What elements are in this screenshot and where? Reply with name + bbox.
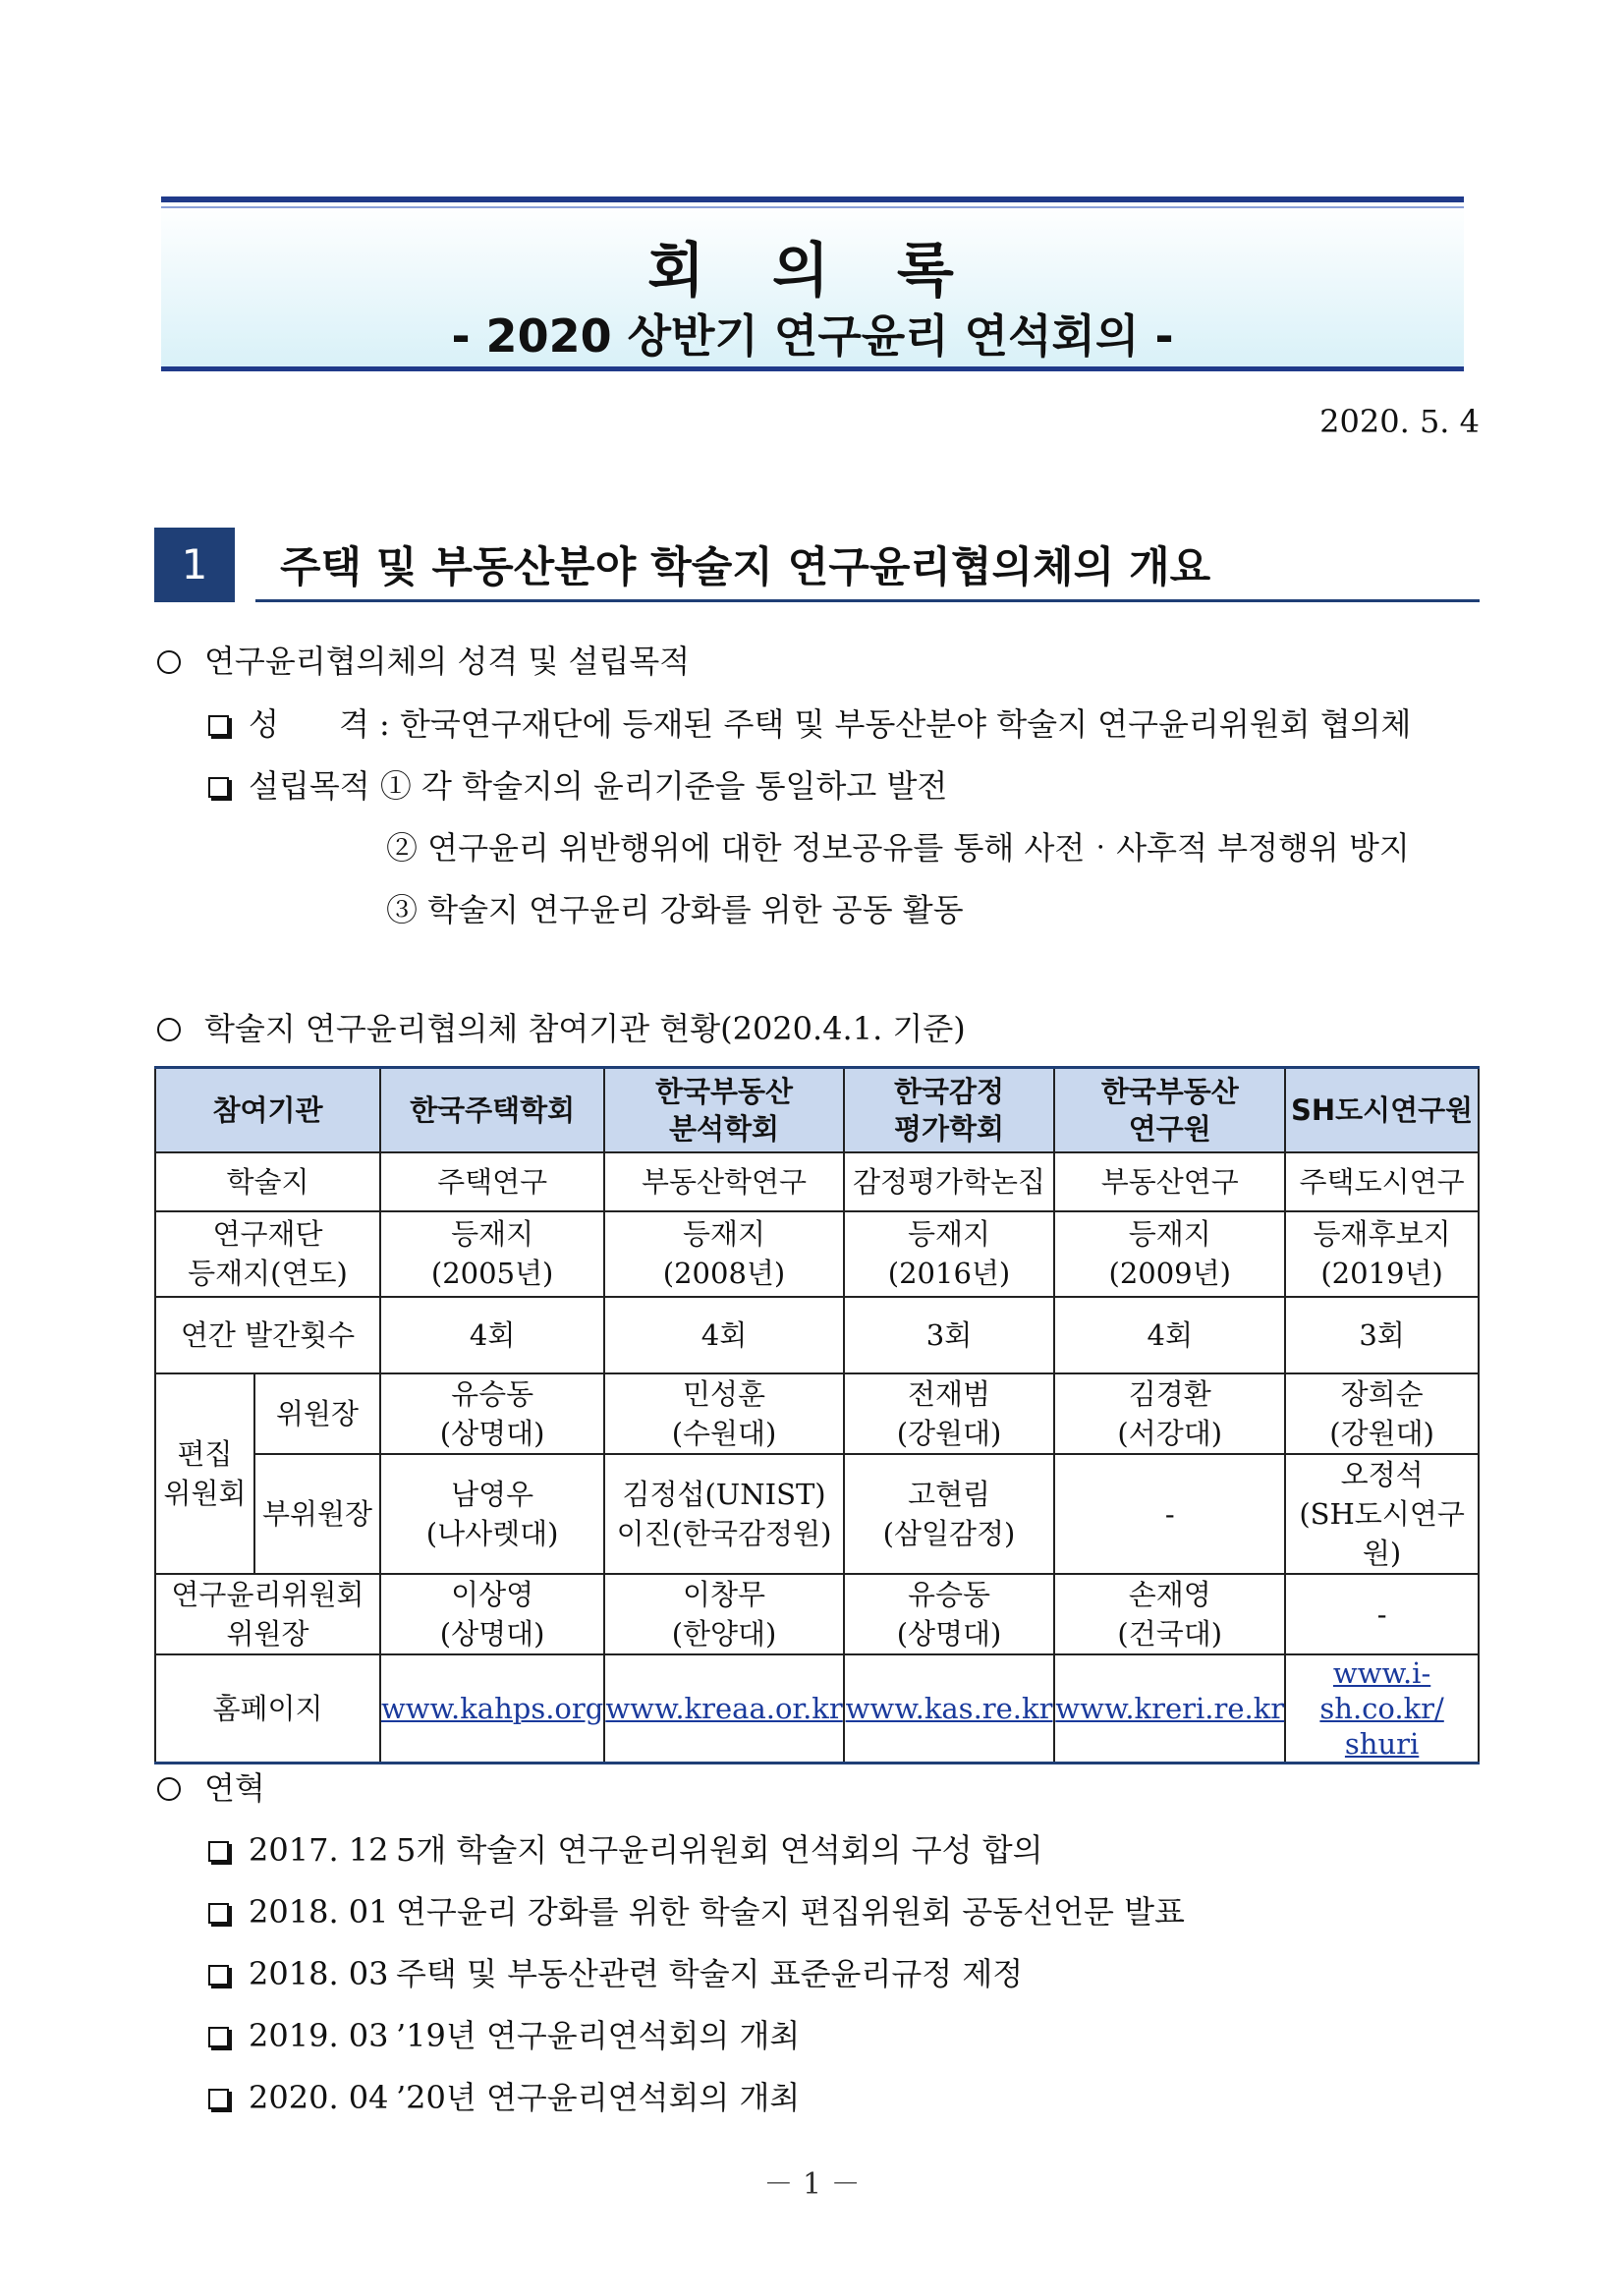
history-item [208,2073,800,2118]
homepage-link[interactable]: www.kas.re.kr [845,1691,1053,1725]
document-subtitle: - 2020 상반기 연구윤리 연석회의 - [451,309,1174,363]
purpose-heading: 연구윤리협의체의 성격 및 설립목적 [157,637,690,682]
table-row [155,1152,1479,1211]
vice-chair-cell: 오정석 (SH도시연구원) [1285,1454,1479,1574]
org-name: SH도시연구원 [1285,1068,1479,1152]
vice-chair-cell: 고현림 (삼일감정) [844,1454,1055,1574]
document-date: 2020. 5. 4 [1319,403,1480,440]
ethics-chair-cell: 이상영 (상명대) [380,1574,604,1654]
registration-cell: 등재지 (2009년) [1054,1211,1285,1297]
row-label: 위원장 [254,1373,380,1454]
members-table [154,1066,1480,1764]
history-date: 2020. 04 [249,2079,389,2116]
history-heading: 연혁 [157,1764,265,1809]
ethics-chair-cell: 이창무 (한양대) [604,1574,843,1654]
vice-chair-cell: 남영우 (나사렛대) [380,1454,604,1574]
row-label: 편집 위원회 [155,1373,254,1574]
nature-text: : 한국연구재단에 등재된 주택 및 부동산분야 학술지 연구윤리위원회 협의체 [379,705,1412,743]
circle-bullet-icon [157,650,181,674]
square-bullet-icon [208,1965,229,1986]
homepage-link[interactable]: shuri [1344,1726,1420,1761]
org-name: 한국주택학회 [380,1068,604,1152]
ethics-chair-cell: 손재영 (건국대) [1054,1574,1285,1654]
table-header-row [155,1068,1479,1152]
homepage-cell [844,1654,1055,1764]
row-label: 부위원장 [254,1454,380,1574]
table-row [155,1211,1479,1297]
circle-bullet-icon [157,1777,181,1801]
homepage-cell [604,1654,843,1764]
goal-line-3: ③ 학술지 연구윤리 강화를 위한 공동 활동 [386,891,964,928]
history-text: 주택 및 부동산관련 학술지 표준윤리규정 제정 [396,1955,1024,1992]
row-label: 학술지 [155,1152,380,1211]
frequency-cell: 3회 [844,1297,1055,1373]
title-box [161,196,1464,371]
homepage-link[interactable]: www.kreaa.or.kr [605,1691,843,1725]
history-text: ’19년 연구윤리연석회의 개최 [396,2017,801,2054]
goal-line-2: ② 연구윤리 위반행위에 대한 정보공유를 통해 사전‧사후적 부정행위 방지 [386,829,1410,867]
chair-cell: 유승동 (상명대) [380,1373,604,1454]
row-label: 연간 발간횟수 [155,1297,380,1373]
section-underline [255,599,1480,602]
journal-cell: 감정평가학논집 [844,1152,1055,1211]
section-number-badge: 1 [154,528,235,602]
ethics-chair-cell: - [1285,1574,1479,1654]
vice-chair-cell: 김정섭(UNIST) 이진(한국감정원) [604,1454,843,1574]
circle-bullet-icon [157,1018,181,1041]
header-label: 참여기관 [155,1068,380,1152]
frequency-cell: 4회 [380,1297,604,1373]
homepage-cell [1054,1654,1285,1764]
section-title: 주택 및 부동산분야 학술지 연구윤리협의체의 개요 [280,543,1211,592]
table-row [155,1454,1479,1574]
square-bullet-icon [208,2089,229,2109]
registration-cell: 등재지 (2016년) [844,1211,1055,1297]
history-date: 2018. 01 [249,1893,389,1931]
org-name: 한국부동산 분석학회 [604,1068,843,1152]
homepage-link[interactable]: www.i-sh.co.kr/ [1319,1655,1444,1725]
history-item [208,2011,800,2056]
history-text: ’20년 연구윤리연석회의 개최 [396,2079,801,2116]
chair-cell: 장희순 (강원대) [1285,1373,1479,1454]
table-row [155,1654,1479,1764]
row-label: 연구재단 등재지(연도) [155,1211,380,1297]
row-label: 홈페이지 [155,1654,380,1764]
square-bullet-icon [208,777,229,798]
chair-cell: 민성훈 (수원대) [604,1373,843,1454]
registration-cell: 등재지 (2008년) [604,1211,843,1297]
registration-cell: 등재후보지 (2019년) [1285,1211,1479,1297]
table-row [155,1297,1479,1373]
frequency-cell: 4회 [1054,1297,1285,1373]
journal-cell: 주택도시연구 [1285,1152,1479,1211]
registration-cell: 등재지 (2005년) [380,1211,604,1297]
history-item [208,1949,1023,1994]
org-name: 한국부동산 연구원 [1054,1068,1285,1152]
homepage-cell [380,1654,604,1764]
row-label: 연구윤리위원회 위원장 [155,1574,380,1654]
history-date: 2017. 12 [249,1831,389,1869]
square-bullet-icon [208,1841,229,1862]
square-bullet-icon [208,2027,229,2047]
frequency-cell: 3회 [1285,1297,1479,1373]
document-title: 회 의 록 [647,237,978,306]
homepage-link[interactable]: www.kreri.re.kr [1055,1691,1285,1725]
history-item [208,1825,1043,1871]
history-date: 2018. 03 [249,1955,389,1992]
history-text: 5개 학술지 연구윤리위원회 연석회의 구성 합의 [396,1831,1043,1869]
homepage-cell [1285,1654,1479,1764]
nature-line [208,700,1411,745]
members-heading: 학술지 연구윤리협의체 참여기관 현황(2020.4.1. 기준) [157,1004,966,1049]
homepage-link[interactable]: www.kahps.org [380,1691,604,1725]
nature-label: 성 격 [249,705,369,743]
ethics-chair-cell: 유승동 (상명대) [844,1574,1055,1654]
goal-line-1: 설립목적 ① 각 학술지의 윤리기준을 통일하고 발전 [208,761,947,807]
vice-chair-cell: - [1054,1454,1285,1574]
square-bullet-icon [208,1903,229,1924]
frequency-cell: 4회 [604,1297,843,1373]
history-item [208,1887,1185,1932]
org-name: 한국감정 평가학회 [844,1068,1055,1152]
history-text: 연구윤리 강화를 위한 학술지 편집위원회 공동선언문 발표 [396,1893,1185,1931]
square-bullet-icon [208,715,229,736]
journal-cell: 부동산연구 [1054,1152,1285,1211]
chair-cell: 전재범 (강원대) [844,1373,1055,1454]
page-number: － 1 － [763,2167,861,2202]
table-row [155,1373,1479,1454]
table-row [155,1574,1479,1654]
journal-cell: 주택연구 [380,1152,604,1211]
history-date: 2019. 03 [249,2017,389,2054]
goal-label: 설립목적 [249,767,370,805]
journal-cell: 부동산학연구 [604,1152,843,1211]
chair-cell: 김경환 (서강대) [1054,1373,1285,1454]
